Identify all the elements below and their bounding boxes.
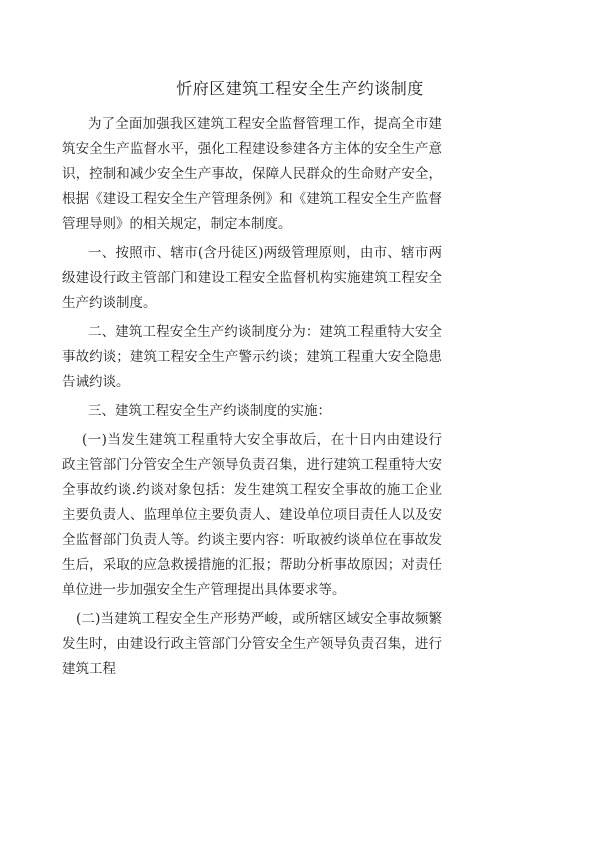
- document-body: [62, 112, 442, 686]
- document-title: 忻府区建筑工程安全生产约谈制度: [176, 79, 424, 98]
- paragraph-clause-1: 一、按照市、辖市(含丹徒区)两级管理原则，由市、辖市两级建设行政主管部门和建设工程安全监督机构实施建筑工程安全生产约谈制度。: [62, 245, 442, 311]
- paragraph-subclause-2: (二)当建筑工程安全生产形势严峻，或所辖区域安全事故频繁发生时，由建设行政主管部门分管安全生产领导负责召集，进行建筑工程: [62, 611, 442, 677]
- paragraph-clause-3: 三、建筑工程安全生产约谈制度的实施：: [88, 403, 331, 419]
- paragraph-intro: 为了全面加强我区建筑工程安全监督管理工作，提高全市建筑安全生产监督水平，强化工程建设参建各方主体的安全生产意识，控制和减少安全生产事故，保障人民群众的生命财产安全，根据《建设工程安全生产管理条例》和《建筑工程安全生产监督管理导则》的相关规定，制定本制度。: [62, 116, 442, 232]
- paragraph-subclause-1: (一)当发生建筑工程重特大安全事故后，在十日内由建设行政主管部门分管安全生产领导负责召集，进行建筑工程重特大安全事故约谈.约谈对象包括：发生建筑工程安全事故的施工企业主要负责人、监理单位主要负责人、建设单位项目责任人以及安全监督部门负责人等。约谈主要内容：听取被约谈单位在事故发生后，采取的应急救援措施的汇报；帮助分析事故原因；对责任单位进一步加强安全生产管理提出具体要求等。: [62, 432, 442, 598]
- paragraph-clause-2: 二、建筑工程安全生产约谈制度分为：建筑工程重特大安全事故约谈；建筑工程安全生产警示约谈；建筑工程重大安全隐患告诫约谈。: [62, 324, 442, 390]
